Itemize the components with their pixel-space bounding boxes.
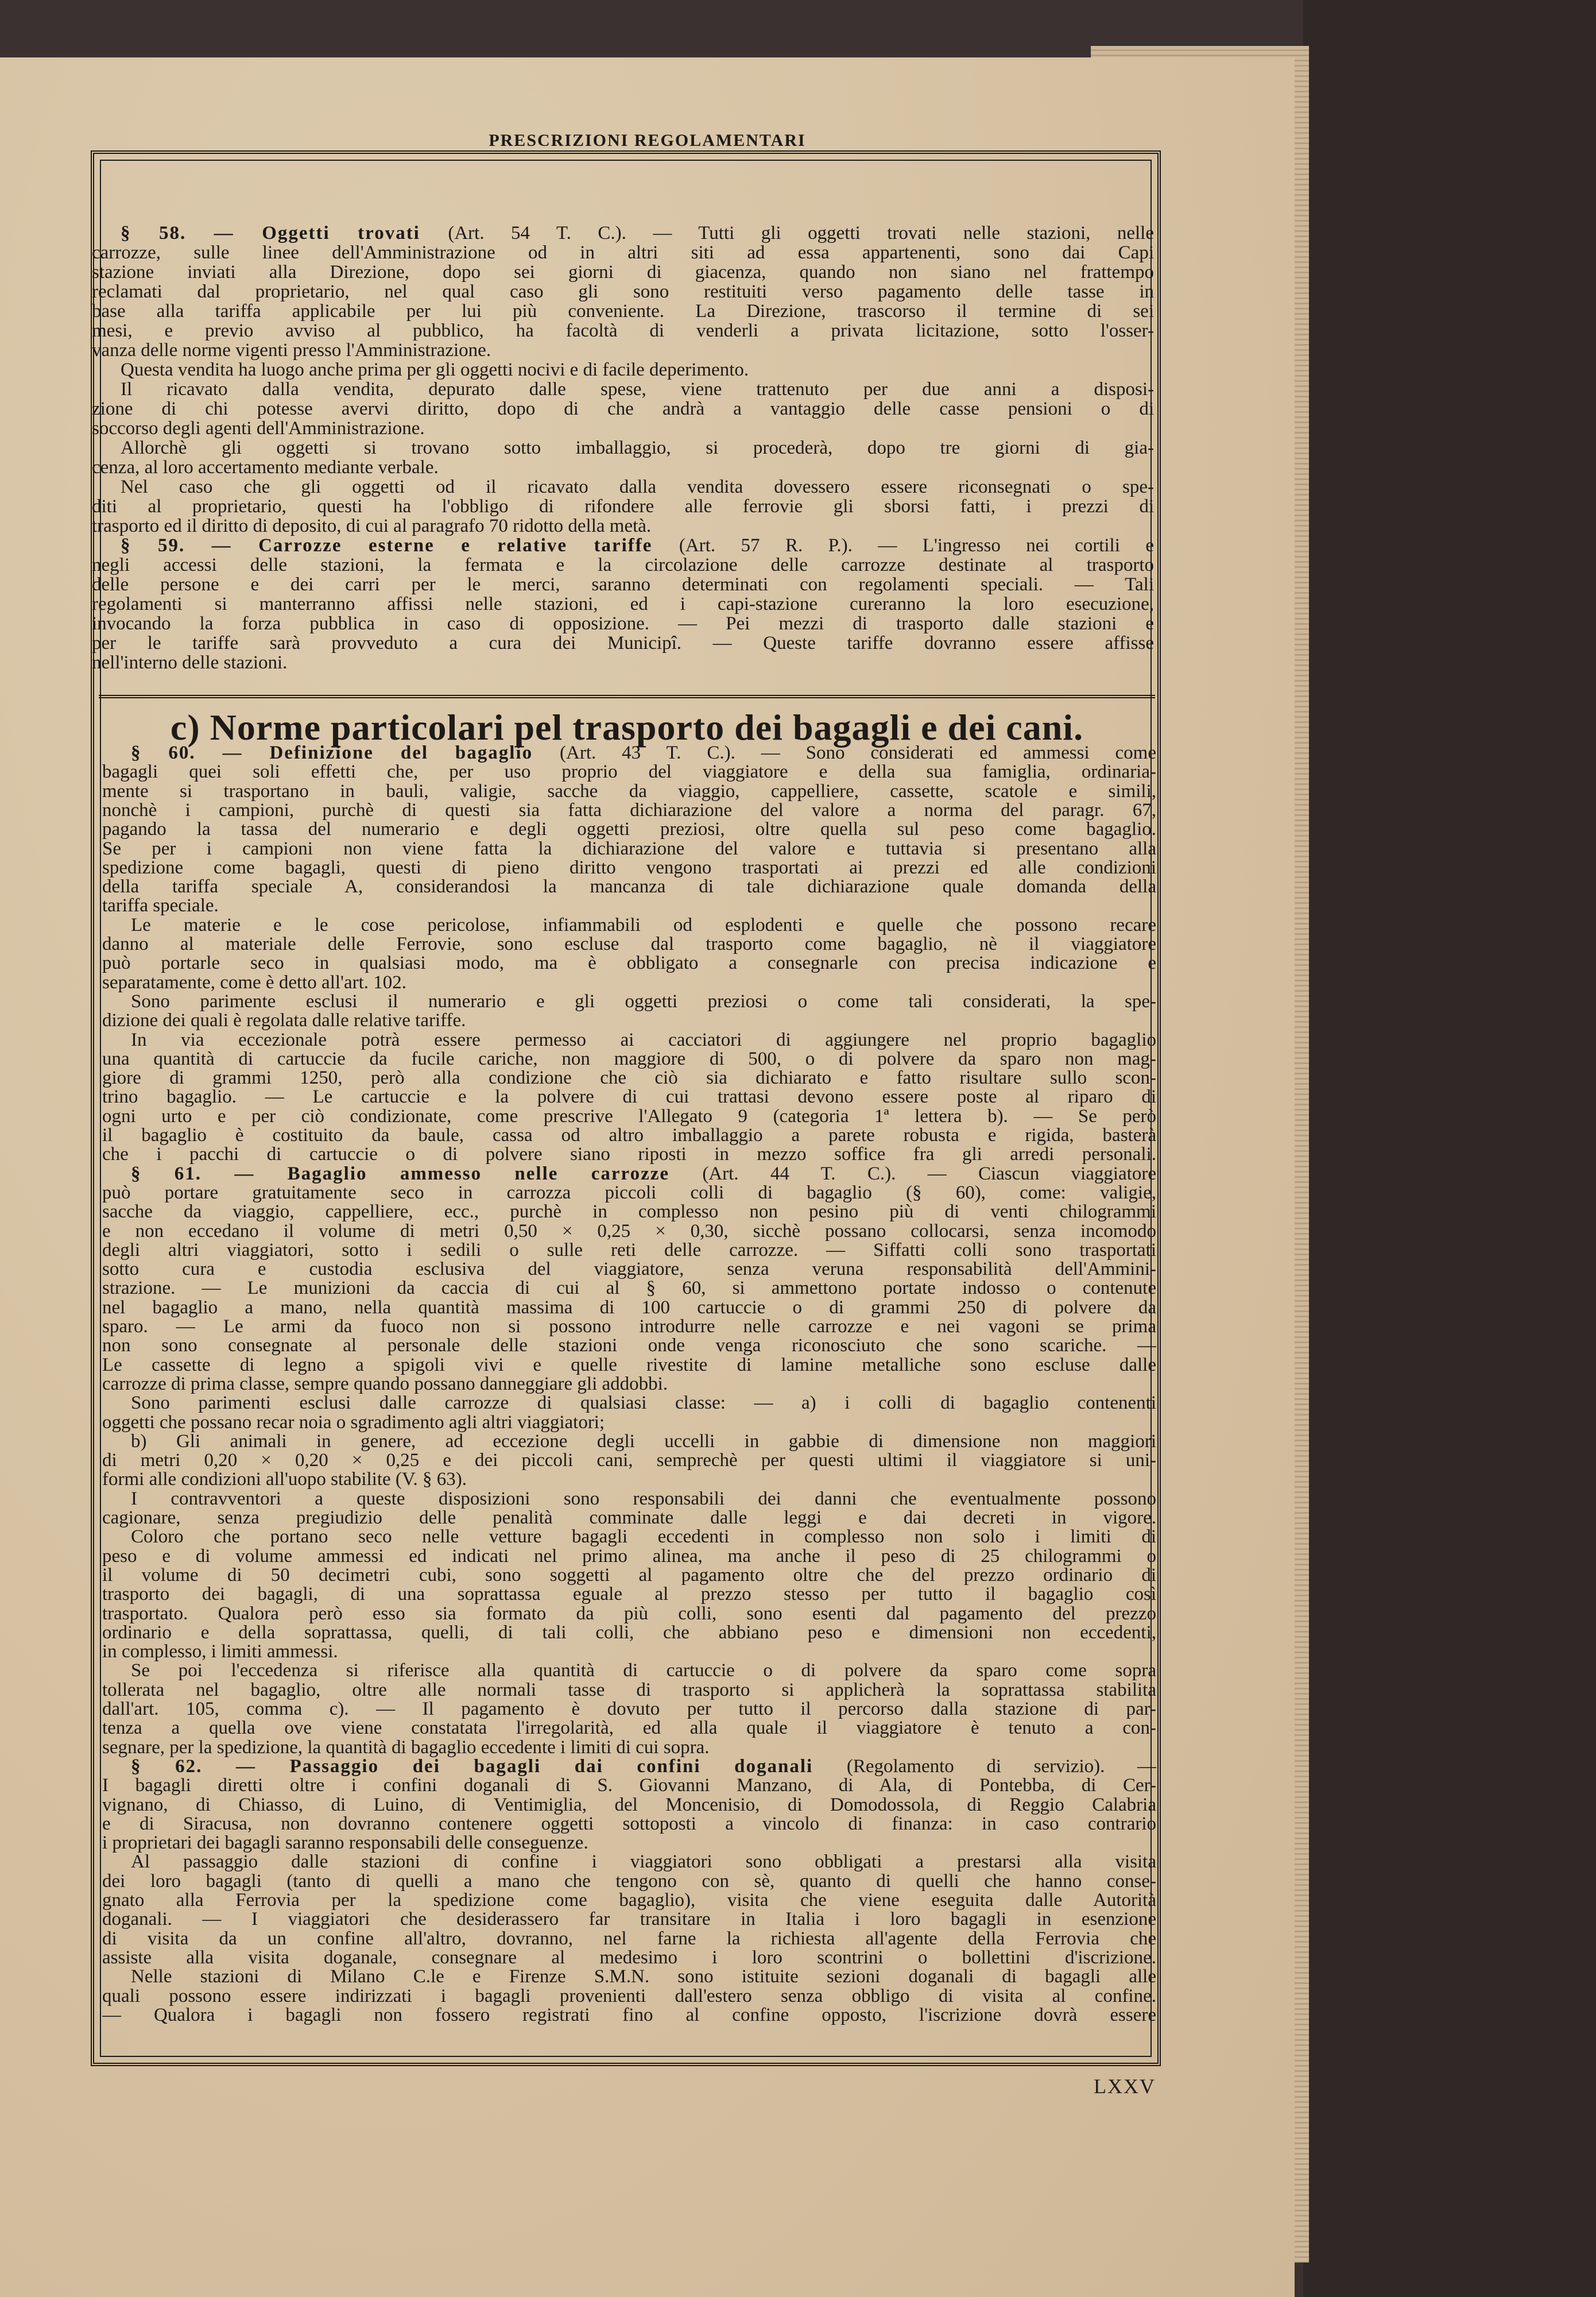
text-line: oggetti che possano recar noia o sgradimento agli altri viaggiatori; (102, 1413, 605, 1432)
text-line: ogni urto e per ciò condizionate, come prescrive l'Allegato 9 (categoria 1ª lettera b). — Se però (102, 1107, 1156, 1126)
text-line: tenza a quella ove viene constatata l'irregolarità, ed alla quale il viaggiatore è tenuto a con- (102, 1719, 1156, 1738)
text-line: Le materie e le cose pericolose, infiammabili od esplodenti e quelle che possono recare (131, 915, 1156, 935)
text-line: spedizione come bagagli, questi di pieno diritto vengono trasportati ai prezzi ed alle condizioni (102, 858, 1156, 877)
text-line: tariffa speciale. (102, 896, 219, 916)
text-line: Sono parimente esclusi il numerario e gli oggetti preziosi o come tali considerati, la spe- (131, 992, 1156, 1011)
text-line: i proprietari dei bagagli saranno responsabili delle conseguenze. (102, 1834, 588, 1853)
text-line: strazione. — Le munizioni da caccia di cui al § 60, si ammettono portate indosso o contenute (102, 1279, 1156, 1298)
text-line: nonchè i campioni, purchè di questi sia fatta dichiarazione del valore a norma del paragr. 67, (102, 801, 1156, 820)
text-line: invocando la forza pubblica in caso di opposizione. — Pei mezzi di trasporto dalle stazioni e (92, 614, 1154, 633)
text-line: trasporto dei bagagli, di una soprattassa eguale al prezzo stesso per tutto il bagaglio così (102, 1585, 1156, 1604)
text-line: stazione inviati alla Direzione, dopo sei giorni di giacenza, quando non siano nel frattempo (92, 263, 1154, 282)
text-line: sacche da viaggio, cappelliere, ecc., purchè in complesso non pesino più di venti chilogrammi (102, 1202, 1156, 1222)
text-line: Sono parimenti esclusi dalle carrozze di qualsiasi classe: — a) i colli di bagaglio contenenti (131, 1394, 1156, 1413)
text-line: mesi, e previo avviso al pubblico, ha facoltà di venderli a privata licitazione, sotto l'osser- (92, 322, 1154, 341)
text-line: tollerata nel bagaglio, oltre alle normali tasse di trasporto si applicherà la soprattassa stabilita (102, 1680, 1156, 1700)
text-line: soccorso degli agenti dell'Amministrazione. (92, 419, 425, 438)
text-line: nell'interno delle stazioni. (92, 653, 288, 672)
section-title: c) Norme particolari pel trasporto dei bagagli e dei cani. (170, 707, 1084, 748)
text-line: il volume di 50 decimetri cubi, sono soggetti al pagamento oltre che del prezzo ordinario di (102, 1565, 1156, 1585)
text-line: sotto cura e custodia esclusiva del viaggiatore, senza veruna responsabilità dell'Ammini- (102, 1260, 1156, 1279)
text-line: degli altri viaggiatori, sotto i sedili o sulle reti delle carrozze. — Siffatti colli sono trasportati (102, 1240, 1156, 1260)
text-line: e di Siracusa, non dovranno contenere oggetti sottoposti a vincolo di finanza: in caso contrario (102, 1814, 1156, 1834)
text-line: di visita da un confine all'altro, dovranno, nel farne la richiesta all'agente della Ferrovia che (102, 1929, 1156, 1948)
text-line: doganali. — I viaggiatori che desiderassero far transitare in Italia i loro bagagli in esenzione (102, 1910, 1156, 1929)
text-line: bagagli quei soli effetti che, per uso proprio del viaggiatore e della sua famiglia, ordinaria- (102, 763, 1156, 782)
text-line: Il ricavato dalla vendita, depurato dalle spese, viene trattenuto per due anni a disposi- (121, 380, 1154, 399)
paragraphs-60-62 (102, 744, 1156, 2053)
text-line: § 58. — Oggetti trovati (Art. 54 T. C.). — Tutti gli oggetti trovati nelle stazioni, nelle (121, 224, 1154, 243)
text-line: Nel caso che gli oggetti od il ricavato dalla vendita dovessero essere riconsegnati o spe- (121, 478, 1154, 497)
text-line: zione di chi potesse avervi diritto, dopo di che andrà a vantaggio delle casse pensioni o di (92, 400, 1154, 419)
text-line: peso e di volume ammessi ed indicati nel primo alinea, ma anche il peso di 25 chilogrammi o (102, 1546, 1156, 1566)
text-line: Nelle stazioni di Milano C.le e Firenze S.M.N. sono istituite sezioni doganali di bagagli alle (131, 1967, 1156, 1987)
text-line: e non eccedano il volume di metri 0,50 × 0,25 × 0,30, sicchè possano collocarsi, senza incomodo (102, 1221, 1156, 1241)
text-line: regolamenti si manterranno affissi nelle stazioni, ed i capi-stazione cureranno la loro esecuzione, (92, 595, 1154, 614)
text-line: il bagaglio è costituito da baule, cassa od altro imballaggio a parete robusta e rigida, basterà (102, 1126, 1156, 1145)
text-line: in complesso, i limiti ammessi. (102, 1642, 338, 1662)
text-line: b) Gli animali in genere, ad eccezione degli uccelli in gabbie di dimensione non maggiori (131, 1432, 1156, 1451)
text-line: della tariffa speciale A, considerandosi la mancanza di tale dichiarazione quale domanda della (102, 877, 1156, 897)
text-line: Al passaggio dalle stazioni di confine i viaggiatori sono obbligati a prestarsi alla visita (131, 1853, 1156, 1872)
text-line: reclamati dal proprietario, nel qual caso gli sono restituiti verso pagamento delle tasse in (92, 283, 1154, 301)
text-line: trasportato. Qualora però esso sia formato da più colli, sono esenti dal pagamento del prezzo (102, 1604, 1156, 1623)
text-line: Coloro che portano seco nelle vetture bagagli eccedenti in complesso non solo i limiti di (131, 1528, 1156, 1547)
text-line: I contravventori a queste disposizioni sono responsabili dei danni che eventualmente possono (131, 1489, 1156, 1509)
book-edge (1303, 0, 1596, 2297)
paragraphs-58-59 (92, 224, 1154, 715)
text-line: può portarle seco in qualsiasi modo, ma è obbligato a consegnarle con precisa indicazione e (102, 954, 1156, 973)
text-line: trasporto ed il diritto di deposito, di cui al paragrafo 70 ridotto della metà. (92, 517, 652, 536)
text-line: non sono consegnate al personale delle stazioni onde venga riconosciuto che sono scariche. — (102, 1336, 1156, 1356)
text-line: giore di grammi 1250, però alla condizione che ciò sia dichiarato e fatto risultare sullo scon- (102, 1069, 1156, 1088)
text-line: delle persone e dei carri per le merci, saranno determinati con regolamenti speciali. — Tali (92, 575, 1154, 594)
text-line: che i pacchi di cartuccie o di polvere siano riposti in mezzo soffice fra gli arredi personali. (102, 1145, 1156, 1165)
text-line: dall'art. 105, comma c). — Il pagamento è dovuto per tutto il percorso dalla stazione di par- (102, 1700, 1156, 1719)
text-line: trino bagaglio. — Le cartuccie e la polvere di cui trattasi devono essere poste al riparo di (102, 1088, 1156, 1107)
text-line: di metri 0,20 × 0,20 × 0,25 e dei piccoli cani, semprechè per questi ultimi il viaggiatore si uni- (102, 1451, 1156, 1471)
text-line: cagionare, senza pregiudizio delle penalità comminate dalle leggi e dai decreti in vigore. (102, 1509, 1156, 1528)
text-line: Le cassette di legno a spigoli vivi e quelle rivestite di lamine metalliche sono escluse dalle (102, 1355, 1156, 1375)
text-line: — Qualora i bagagli non fossero registrati fino al confine opposto, l'iscrizione dovrà essere (102, 2005, 1156, 2025)
text-line: diti al proprietario, questi ha l'obbligo di rifondere alle ferrovie gli sborsi fatti, i prezzi di (92, 497, 1154, 516)
text-line: Se per i campioni non viene fatta la dichiarazione del valore e tuttavia si presentano alla (102, 839, 1156, 859)
text-line: carrozze di prima classe, sempre quando possano danneggiare gli addobbi. (102, 1374, 668, 1394)
text-line: § 60. — Definizione del bagaglio (Art. 43 T. C.). — Sono considerati ed ammessi come (131, 744, 1156, 763)
text-line: una quantità di cartuccie da fucile cariche, non maggiore di 500, o di polvere da sparo non mag- (102, 1049, 1156, 1069)
text-line: vanza delle norme vigenti presso l'Amministrazione. (92, 341, 491, 360)
text-line: negli accessi delle stazioni, la fermata e la circolazione delle carrozze destinate al trasporto (92, 556, 1154, 575)
page-number: LXXV (1094, 2075, 1156, 2098)
text-line: I bagagli diretti oltre i confini doganali di S. Giovanni Manzano, di Ala, di Pontebba, di Cer- (102, 1776, 1156, 1796)
text-line: § 61. — Bagaglio ammesso nelle carrozze (Art. 44 T. C.). — Ciascun viaggiatore (131, 1164, 1156, 1184)
text-line: § 62. — Passaggio dei bagagli dai confini doganali (Regolamento di servizio). — (131, 1757, 1156, 1776)
text-line: separatamente, come è detto all'art. 102. (102, 973, 407, 992)
text-line: Allorchè gli oggetti si trovano sotto imballaggio, si procederà, dopo tre giorni di gia- (121, 439, 1154, 458)
text-line: vignano, di Chiasso, di Luino, di Ventimiglia, del Moncenisio, di Domodossola, di Reggio Calabria (102, 1795, 1156, 1815)
text-line: danno al materiale delle Ferrovie, sono escluse dal trasporto come bagaglio, nè il viaggiatore (102, 935, 1156, 954)
text-line: § 59. — Carrozze esterne e relative tariffe (Art. 57 R. P.). — L'ingresso nei cortili e (121, 536, 1154, 555)
running-header: PRESCRIZIONI REGOLAMENTARI (489, 131, 806, 150)
text-line: Questa vendita ha luogo anche prima per gli oggetti nocivi e di facile deperimento. (121, 361, 749, 380)
text-line: cenza, al loro accertamento mediante verbale. (92, 458, 439, 477)
text-line: sparo. — Le armi da fuoco non si possono introdurre nelle carrozze e nei vagoni se prima (102, 1317, 1156, 1336)
text-line: base alla tariffa applicabile per lui più conveniente. La Direzione, trascorso il termine di sei (92, 302, 1154, 321)
text-line: mente si trasportano in bauli, valigie, sacche da viaggio, cappelliere, cassette, scatole e simili, (102, 782, 1156, 801)
text-line: Se poi l'eccedenza si riferisce alla quantità di cartuccie o di polvere da sparo come sopra (131, 1661, 1156, 1681)
text-line: formi alle condizioni all'uopo stabilite (V. § 63). (102, 1470, 467, 1490)
text-line: segnare, per la spedizione, la quantità di bagaglio eccedente i limiti di cui sopra. (102, 1738, 710, 1757)
text-line: ordinario e della soprattassa, quelli, di tali colli, che abbiano peso e dimensioni non eccedenti, (102, 1623, 1156, 1642)
text-line: per le tariffe sarà provveduto a cura dei Municipî. — Queste tariffe dovranno essere affisse (92, 634, 1154, 653)
text-line: gnato alla Ferrovia per la spedizione come bagaglio), visita che viene eseguita dalle Autorità (102, 1891, 1156, 1910)
text-line: quali possono essere indirizzati i bagagli provenienti dall'estero senza obbligo di visita al confine. (102, 1986, 1156, 2006)
text-line: può portare gratuitamente seco in carrozza piccoli colli di bagaglio (§ 60), come: valigie, (102, 1183, 1156, 1202)
text-line: nel bagaglio a mano, nella quantità massima di 100 cartuccie o di grammi 250 di polvere da (102, 1298, 1156, 1317)
text-line: dei loro bagagli (tanto di quelli a mano che tengono con sè, quanto di quelli che hanno conse- (102, 1871, 1156, 1891)
text-line: In via eccezionale potrà essere permesso ai cacciatori di aggiungere nel proprio bagaglio (131, 1030, 1156, 1050)
text-line: carrozze, sulle linee dell'Amministrazione od in altri siti ad essa appartenenti, sono dai Capi (92, 243, 1154, 262)
text-line: dizione dei quali è regolata dalle relative tariffe. (102, 1011, 466, 1031)
section-separator (99, 695, 1155, 698)
text-line: pagando la tassa del numerario e degli oggetti preziosi, oltre quella sul peso come bagaglio. (102, 820, 1156, 840)
text-line: assiste alla visita doganale, consegnare al medesimo i loro scontrini o bollettini d'iscrizione. (102, 1948, 1156, 1967)
